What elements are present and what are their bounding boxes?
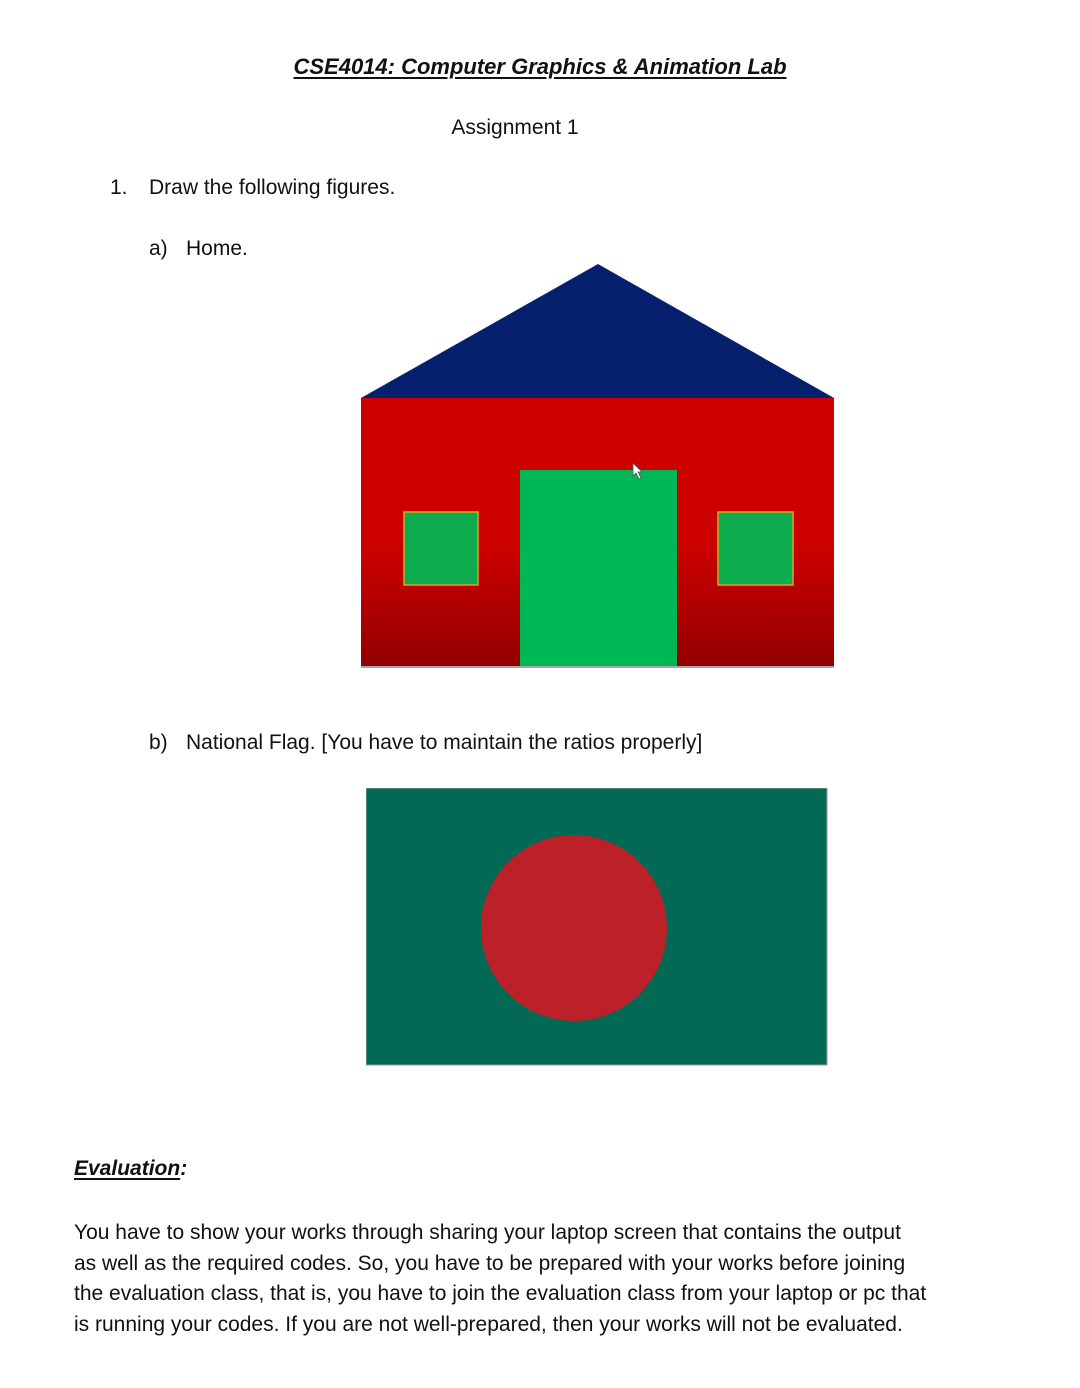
flag-red-disc — [481, 835, 667, 1021]
task-number: 1. — [110, 176, 128, 199]
evaluation-line: You have to show your works through sharing your laptop screen that contains the output — [74, 1221, 901, 1244]
house-window-left — [404, 512, 478, 585]
subtask-a-marker: a) — [149, 237, 168, 260]
evaluation-heading-colon: : — [180, 1157, 188, 1180]
subtask-b-marker: b) — [149, 731, 168, 754]
subtask-a-text: Home. — [186, 237, 248, 260]
national-flag-figure — [366, 788, 828, 1066]
task-text: Draw the following figures. — [149, 176, 396, 199]
evaluation-heading — [74, 1157, 187, 1181]
evaluation-line: as well as the required codes. So, you have to be prepared with your works before joining — [74, 1251, 906, 1275]
evaluation-line: is running your codes. If you are not well-prepared, then your works will not be evaluated. — [74, 1312, 903, 1336]
house-window-right — [718, 512, 793, 585]
assignment-title: Assignment 1 — [451, 116, 579, 139]
evaluation-line: the evaluation class, that is, you have to join the evaluation class from your laptop or pc that — [74, 1282, 927, 1305]
course-title: CSE4014: Computer Graphics & Animation Lab — [293, 54, 787, 79]
evaluation-body — [74, 1218, 1034, 1340]
house-door — [520, 470, 677, 666]
evaluation-heading-text: Evaluation — [74, 1157, 181, 1180]
subtask-b-text: National Flag. [You have to maintain the ratios properly] — [186, 731, 703, 754]
house-figure — [358, 262, 838, 672]
house-roof — [361, 264, 834, 398]
